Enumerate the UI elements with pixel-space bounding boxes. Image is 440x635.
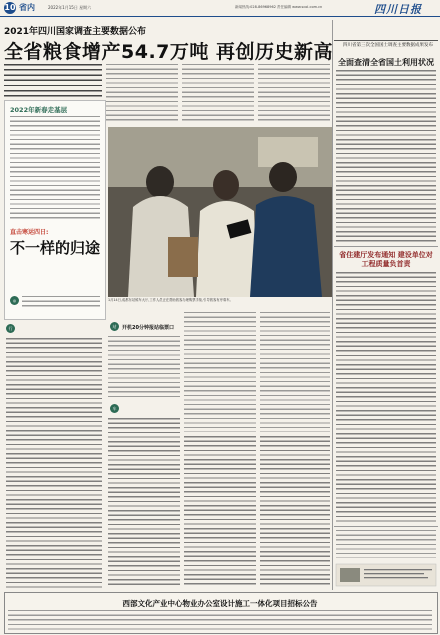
news-photo [108, 127, 332, 297]
promo-title: 不一样的归途 [10, 239, 101, 257]
lead-body-col-3 [258, 64, 330, 124]
right-story-body [336, 70, 436, 242]
section-icon-2: 站 [110, 322, 119, 331]
qr-icon: ◎ [10, 296, 19, 305]
right-header-rule [334, 40, 438, 41]
middle-col-2b [184, 436, 256, 586]
lead-kicker: 2021年四川国家调查主要数据公布 [4, 27, 147, 37]
lead-body-col-1 [106, 64, 178, 124]
promo-tag-text [22, 296, 100, 310]
middle-col-3b [260, 436, 330, 586]
middle-col-2 [184, 312, 256, 432]
right-divider [334, 246, 438, 247]
tender-notice-title: 西部文化产业中心物业办公室设计施工一体化项目招标公告 [122, 599, 318, 608]
middle-story-title: 开机20分钟报站临票口 [122, 325, 174, 331]
tender-notice-body [8, 610, 432, 630]
issue-date: 2022年1月15日 星期六 [48, 5, 92, 10]
promo-year-label: 2022年新春走基层 [10, 106, 68, 114]
right-brief-body [336, 530, 436, 558]
right-story-title: 全面查清全省国土利用状况 [338, 58, 434, 67]
promo-subtitle: 直击寒运四日: [10, 229, 49, 236]
right-bottom-strip [334, 560, 438, 590]
column-divider [332, 20, 333, 590]
right-bottom-graphic [334, 560, 438, 590]
lead-body-col-2 [182, 64, 254, 124]
provincial-story-title: 省住建厅发布通知 建设单位对工程质量负首责 [339, 251, 433, 268]
promo-icons [10, 294, 102, 314]
provincial-story-body [336, 272, 436, 522]
lead-headline: 全省粮食增产54.7万吨 再创历史新高 [4, 41, 333, 63]
lead-summary-text [4, 64, 102, 98]
middle-col-3 [260, 312, 330, 432]
section-icon-3: 车 [110, 404, 119, 413]
newspaper-masthead: 四川日报 [374, 3, 422, 16]
station-photo-illustration [108, 127, 332, 297]
middle-col-1 [108, 336, 180, 400]
left-story-body [6, 338, 102, 588]
contact-info: 新闻热线:028-86968962 责任编辑 www.scol.com.cn [235, 5, 323, 9]
section-icon-1: 行 [6, 324, 15, 333]
middle-col-1b [108, 418, 180, 586]
photo-caption: 1月14日,成都东站候车大厅,工作人员正在帮助旅客办理购票手续,引导旅客有序乘车。 [108, 298, 233, 302]
section-name: 省内 [19, 3, 35, 12]
promo-intro-text [10, 116, 100, 220]
right-divider-2 [334, 526, 438, 527]
page-number-badge: 10 [4, 3, 16, 12]
right-story-kicker: 四川省第三次全国国土调查主要数据成果发布 [343, 43, 433, 48]
